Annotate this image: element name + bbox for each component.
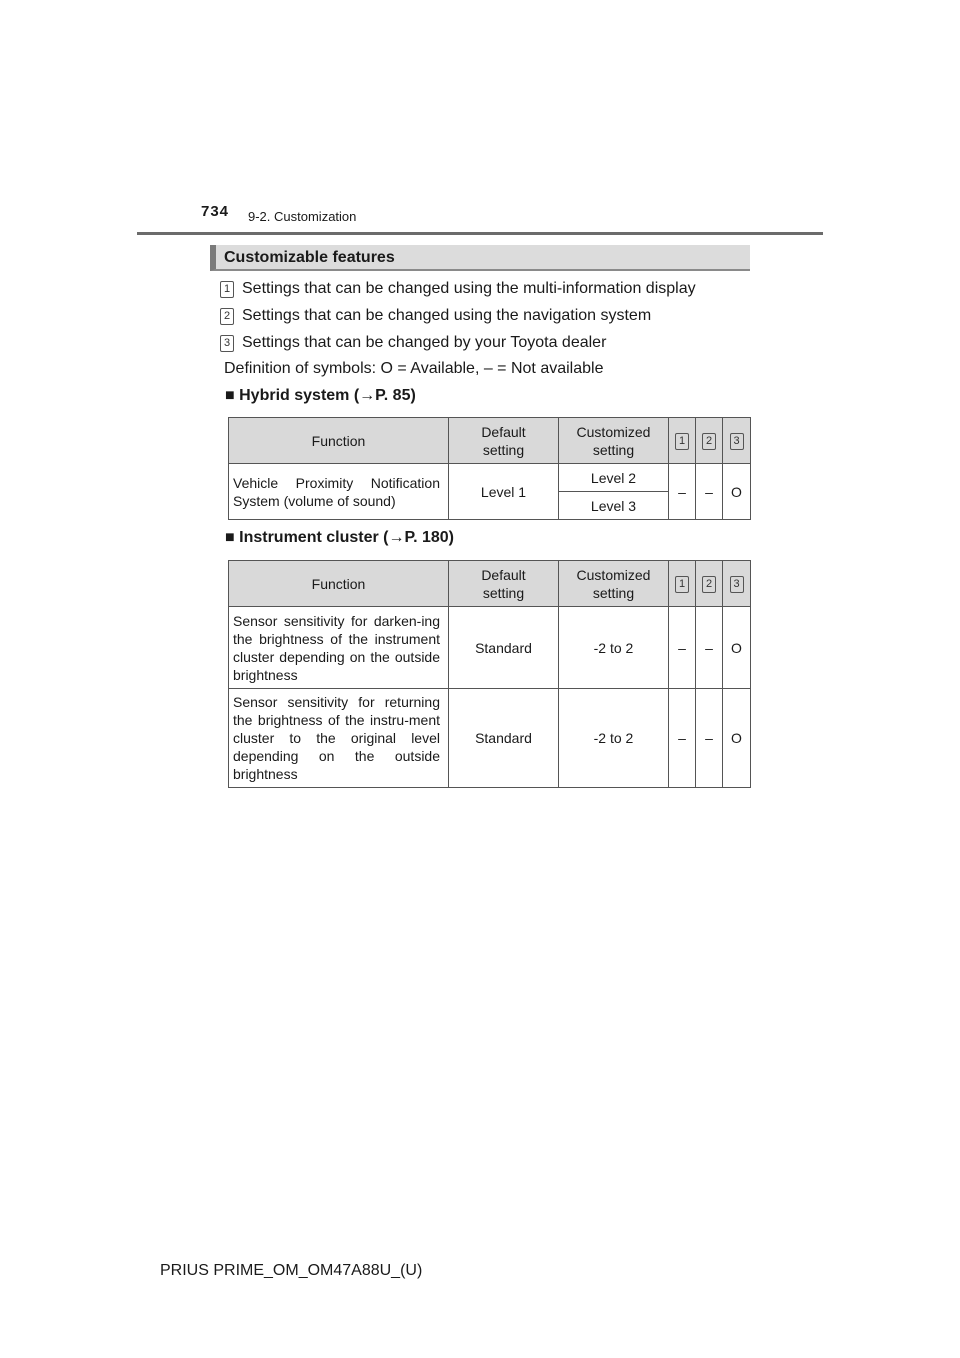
mark-3-cell: O <box>723 607 751 689</box>
col-function: Function <box>229 561 449 607</box>
number-2-icon: 2 <box>220 308 234 325</box>
legend-item <box>220 280 696 298</box>
col-3 <box>723 561 751 607</box>
mark-3-cell: O <box>723 689 751 788</box>
table-header-row <box>229 561 751 607</box>
legend-item <box>220 334 606 352</box>
mark-2-cell: – <box>696 464 723 520</box>
col-default: Default setting <box>449 418 559 464</box>
col-3 <box>723 418 751 464</box>
legend-item <box>220 307 651 325</box>
legend-text: Settings that can be changed by your Toyota dealer <box>242 334 607 351</box>
instrument-cluster-heading: ■ Instrument cluster (→P. 180) <box>225 529 455 546</box>
section-title: 9-2. Customization <box>248 209 357 224</box>
custom-cell: -2 to 2 <box>559 607 669 689</box>
number-3-icon: 3 <box>730 433 744 450</box>
number-1-icon: 1 <box>675 433 689 450</box>
header-rule <box>137 232 823 235</box>
legend-text: Settings that can be changed using the multi-information display <box>242 280 696 297</box>
function-cell: Sensor sensitivity for darken-ing the brightness of the instrument cluster depending on the outside brightness <box>229 607 449 689</box>
default-cell: Standard <box>449 607 559 689</box>
mark-2-cell: – <box>696 607 723 689</box>
col-customized: Customized setting <box>559 418 669 464</box>
mark-1-cell: – <box>669 607 696 689</box>
number-1-icon: 1 <box>220 281 234 298</box>
square-bullet-icon: ■ <box>225 529 235 546</box>
custom-cell: -2 to 2 <box>559 689 669 788</box>
hybrid-system-table <box>228 417 751 520</box>
col-1 <box>669 561 696 607</box>
hybrid-system-heading: ■ Hybrid system (→P. 85) <box>225 387 416 404</box>
table-header-row <box>229 418 751 464</box>
mark-1-cell: – <box>669 464 696 520</box>
number-1-icon: 1 <box>675 576 689 593</box>
col-function: Function <box>229 418 449 464</box>
col-2 <box>696 561 723 607</box>
default-cell: Standard <box>449 689 559 788</box>
table-row <box>229 607 751 689</box>
default-cell: Level 1 <box>449 464 559 520</box>
number-2-icon: 2 <box>702 433 716 450</box>
number-3-icon: 3 <box>220 335 234 352</box>
square-bullet-icon: ■ <box>225 387 235 404</box>
col-1 <box>669 418 696 464</box>
symbol-definition: Definition of symbols: O = Available, – = Not available <box>224 360 604 377</box>
legend-text: Settings that can be changed using the navigation system <box>242 307 652 324</box>
mark-3-cell: O <box>723 464 751 520</box>
col-2 <box>696 418 723 464</box>
custom-cell: Level 3 <box>559 492 669 520</box>
footer-doc-id: PRIUS PRIME_OM_OM47A88U_(U) <box>160 1262 423 1279</box>
table-row <box>229 464 751 492</box>
table-row <box>229 689 751 788</box>
mark-1-cell: – <box>669 689 696 788</box>
number-2-icon: 2 <box>702 576 716 593</box>
number-3-icon: 3 <box>730 576 744 593</box>
mark-2-cell: – <box>696 689 723 788</box>
function-cell: Sensor sensitivity for returning the brightness of the instru-ment cluster to the original level depending on the outside brightness <box>229 689 449 788</box>
col-customized: Customized setting <box>559 561 669 607</box>
features-title-bar <box>210 245 750 271</box>
instrument-cluster-table <box>228 560 751 788</box>
custom-cell: Level 2 <box>559 464 669 492</box>
page-number: 734 <box>201 203 230 220</box>
function-cell: Vehicle Proximity Notification System (volume of sound) <box>229 464 449 520</box>
features-title: Customizable features <box>224 249 395 266</box>
col-default: Default setting <box>449 561 559 607</box>
